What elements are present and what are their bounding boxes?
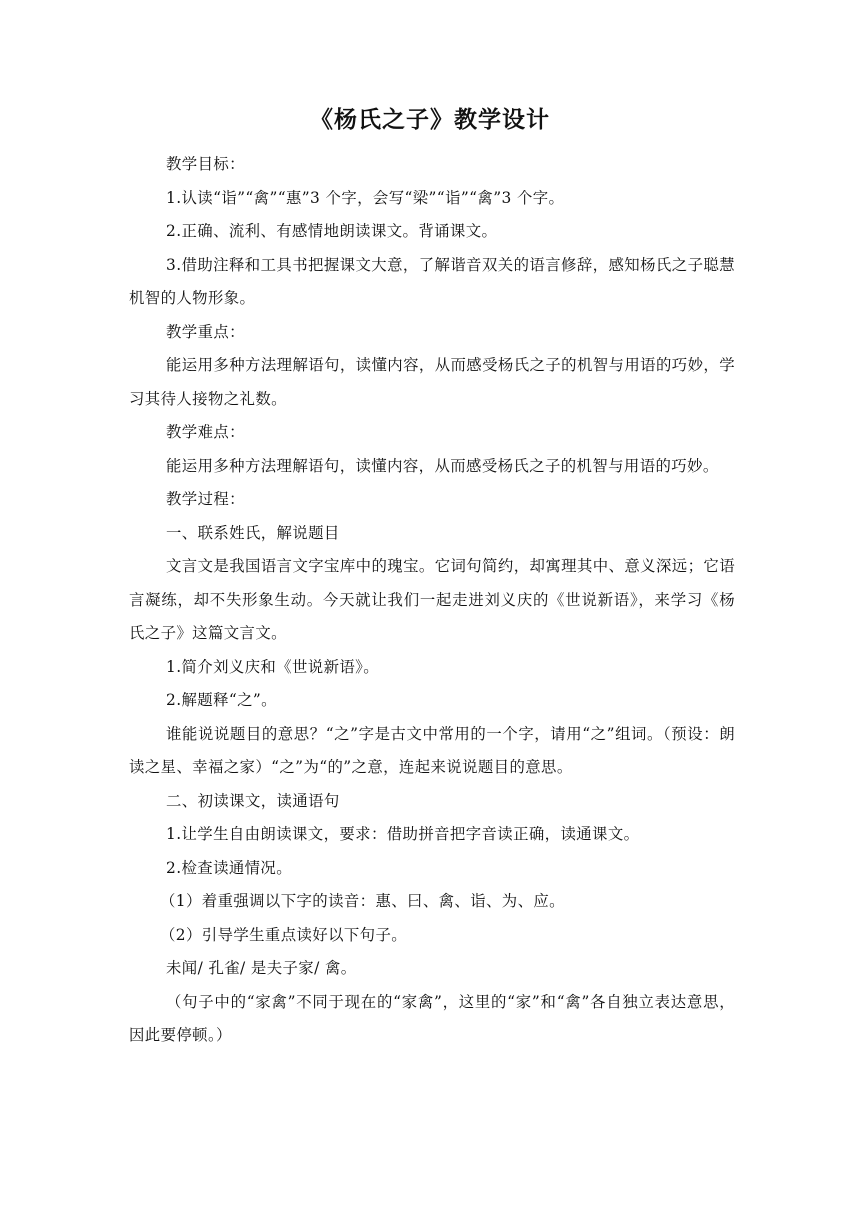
paragraph: 一、联系姓氏，解说题目 <box>166 523 340 542</box>
paragraph: 二、初读课文，读通语句 <box>166 791 340 810</box>
paragraph: 教学重点： <box>166 322 245 341</box>
paragraph: 1.让学生自由朗读课文，要求：借助拼音把字音读正确，读通课文。 <box>166 825 640 843</box>
paragraph: 教学过程： <box>166 490 245 508</box>
paragraph: 能运用多种方法理解语句，读懂内容，从而感受杨氏之子的机智与用语的巧妙，学习其待人接物之礼数。 <box>129 356 735 408</box>
paragraph: 3.借助注释和工具书把握课文大意，了解谐音双关的语言修辞，感知杨氏之子聪慧机智的人物形象。 <box>129 255 735 307</box>
paragraph: 教学难点： <box>166 423 245 441</box>
paragraph: 2.检查读通情况。 <box>166 858 293 877</box>
paragraph: 2.正确、流利、有感情地朗读课文。背诵课文。 <box>166 222 498 240</box>
paragraph: 能运用多种方法理解语句，读懂内容，从而感受杨氏之子的机智与用语的巧妙。 <box>166 456 719 475</box>
paragraph: 1.认读“诣”“禽”“惠”3 个字，会写“梁”“诣”“禽”3 个字。 <box>166 188 565 207</box>
paragraph: 文言文是我国语言文字宝库中的瑰宝。它词句简约，却寓理其中、意义深远；它语言凝练，却不失形象生动。今天就让我们一起走进刘义庆的《世说新语》，来学习《杨氏之子》这篇文言文。 <box>129 557 735 642</box>
paragraph: 未闻/ 孔雀/ 是夫子家/ 禽。 <box>166 959 357 977</box>
paragraph: （1）着重强调以下字的读音：惠、曰、禽、诣、为、应。 <box>160 892 565 910</box>
paragraph: （2）引导学生重点读好以下句子。 <box>160 925 408 944</box>
paragraph: 谁能说说题目的意思？“之”字是古文中常用的一个字，请用“之”组词。（预设：朗读之星、幸福之家）“之”为“的”之意，连起来说说题目的意思。 <box>129 724 735 776</box>
paragraph: 2.解题释“之”。 <box>166 691 277 709</box>
document-body <box>129 148 735 1053</box>
document-title: 《杨氏之子》教学设计 <box>310 107 550 133</box>
paragraph: 1.简介刘义庆和《世说新语》。 <box>166 657 380 676</box>
paragraph: （句子中的“家禽”不同于现在的“家禽”，这里的“家”和“禽”各自独立表达意思，因此要停顿。） <box>129 992 735 1044</box>
paragraph: 教学目标： <box>166 155 245 173</box>
